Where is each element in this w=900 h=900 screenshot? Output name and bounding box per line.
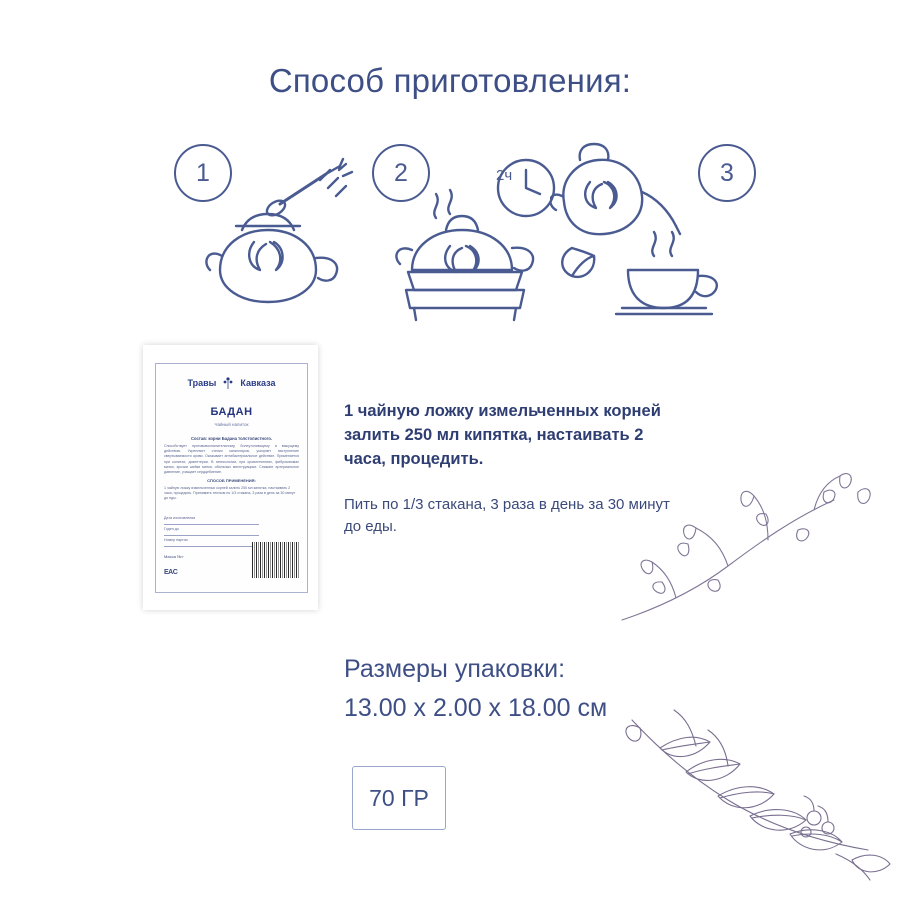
package-fields (164, 516, 259, 549)
package-brand-right: Кавказа (240, 378, 276, 388)
package-subtitle: Чайный напиток (214, 422, 249, 427)
package-label (155, 363, 308, 593)
package-brand-left: Травы (187, 378, 217, 388)
package-usage-heading: СПОСОБ ПРИМЕНЕНИЯ: (207, 478, 256, 483)
step-1-number: 1 (174, 144, 232, 202)
package-description: Способствует противовоспалительному, болеутоляющему и вяжущему действию. Укрепляет стенки капилляров, ускоряет наступление свертываемости крови. Оказывает антибактериальное действие. Применяется при колитах, дизентерии. В гинекологии, при кровотечениях, фибромиомах матки, эрозии шейки матки, обильных менструациях. Снижает артериальное давление, учащает сердцебиение. (164, 444, 299, 475)
botanical-branch-bottom (600, 700, 900, 900)
eac-mark-icon: ЕAC (164, 569, 178, 576)
instruction-main-text: 1 чайную ложку измельченных корней залить 250 мл кипятка, настаивать 2 часа, процедить. (344, 402, 661, 468)
package-composition: Состав: корни Бадана толстолистного. (190, 436, 273, 441)
package-product-name: БАДАН (210, 406, 253, 418)
step-2-number: 2 (372, 144, 430, 202)
product-package-image (143, 345, 318, 610)
package-field-batch-number: Номер партии (164, 538, 259, 549)
weight-badge: 70 ГР (352, 766, 446, 830)
step-2-timer-label: 2ч (496, 167, 513, 184)
package-usage-text: 1 чайную ложку измельченных корней залить 250 мл кипятка, настаивать 2 часа, процедить. Принимать теплым по 1/3 стакана, 3 раза в день за 30 минут до еды. (164, 486, 296, 501)
package-field-best-before: Годен до (164, 527, 259, 538)
botanical-branch-top (618, 470, 878, 630)
sprig-icon (222, 376, 234, 390)
package-brand (162, 370, 301, 396)
barcode-icon (252, 542, 300, 578)
package-size-label: Размеры упаковки: (344, 655, 566, 683)
step-3-number: 3 (698, 144, 756, 202)
instruction-secondary-text: Пить по 1/3 стакана, 3 раза в день за 30 минут до еды. (344, 495, 670, 536)
step-1 (150, 130, 370, 330)
package-size-value: 13.00 x 2.00 x 18.00 см (344, 694, 608, 722)
step-2 (350, 130, 570, 330)
package-field-manufacture-date: Дата изготовления (164, 516, 259, 527)
package-mass: Масса № г (164, 554, 184, 559)
page-title: Способ приготовления: (268, 62, 632, 99)
step-3 (550, 130, 770, 330)
preparation-steps (120, 130, 790, 330)
